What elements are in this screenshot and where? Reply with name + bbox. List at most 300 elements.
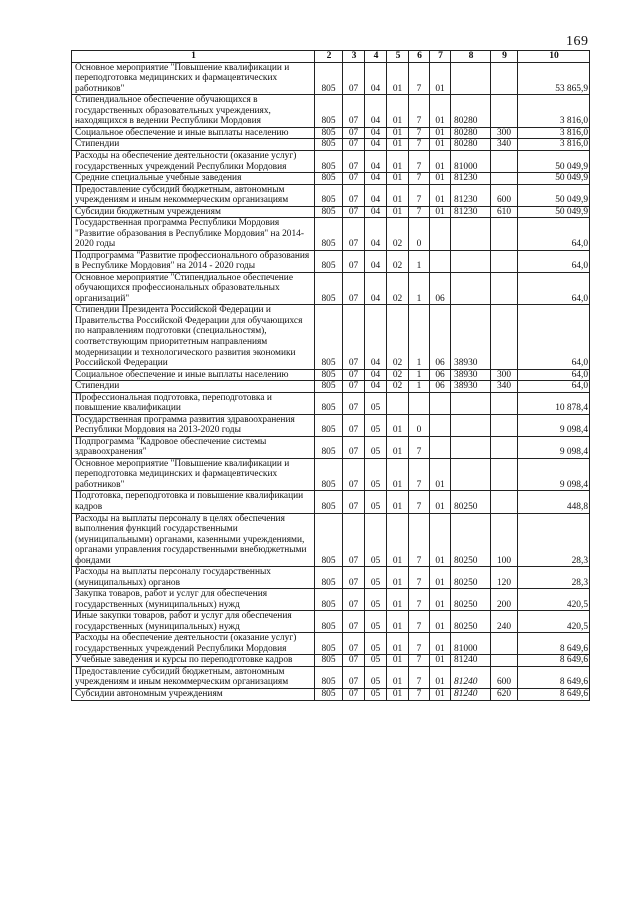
row-expense-type: 340 [491, 139, 518, 151]
row-subprogram: 0 [409, 414, 430, 436]
header-col-1: 1 [72, 51, 315, 63]
row-subprogram: 7 [409, 206, 430, 218]
row-expense-type: 300 [491, 369, 518, 381]
row-activity: 01 [430, 491, 451, 513]
row-subprogram: 7 [409, 150, 430, 172]
row-name: Расходы на обеспечение деятельности (оказание услуг) государственных учреждений Республики Мордовия [72, 633, 315, 655]
table-row [72, 655, 590, 667]
row-activity: 06 [430, 272, 451, 305]
table-row [72, 392, 590, 414]
row-subprogram: 7 [409, 513, 430, 567]
row-gov-code: 805 [315, 127, 343, 139]
row-subsection: 05 [365, 611, 387, 633]
header-col-7: 7 [430, 51, 451, 63]
row-activity: 01 [430, 655, 451, 667]
row-direction [451, 436, 491, 458]
row-direction: 38930 [451, 381, 491, 393]
row-subsection: 04 [365, 62, 387, 95]
row-program: 01 [387, 567, 409, 589]
row-program: 01 [387, 127, 409, 139]
row-subsection: 05 [365, 655, 387, 667]
row-subprogram [409, 392, 430, 414]
row-amount: 64,0 [518, 272, 590, 305]
header-col-10: 10 [518, 51, 590, 63]
row-gov-code: 805 [315, 150, 343, 172]
row-section: 07 [343, 392, 365, 414]
row-program: 01 [387, 611, 409, 633]
row-name: Основное мероприятие "Стипендиальное обеспечение обучающихся профессиональных образовательных организаций" [72, 272, 315, 305]
row-amount: 50 049,9 [518, 184, 590, 206]
row-subsection: 04 [365, 305, 387, 369]
row-program: 01 [387, 139, 409, 151]
row-gov-code: 805 [315, 392, 343, 414]
row-subprogram: 7 [409, 567, 430, 589]
row-section: 07 [343, 689, 365, 701]
table-row [72, 567, 590, 589]
row-amount: 9 098,4 [518, 436, 590, 458]
header-col-8: 8 [451, 51, 491, 63]
row-expense-type: 100 [491, 513, 518, 567]
row-program: 01 [387, 513, 409, 567]
table-row [72, 491, 590, 513]
header-col-4: 4 [365, 51, 387, 63]
row-section: 07 [343, 633, 365, 655]
row-direction: 81230 [451, 206, 491, 218]
row-activity: 01 [430, 173, 451, 185]
row-gov-code: 805 [315, 414, 343, 436]
row-gov-code: 805 [315, 95, 343, 128]
row-expense-type: 600 [491, 666, 518, 688]
row-section: 07 [343, 589, 365, 611]
row-subprogram: 7 [409, 173, 430, 185]
row-section: 07 [343, 206, 365, 218]
row-activity: 01 [430, 633, 451, 655]
row-subprogram: 7 [409, 184, 430, 206]
row-amount: 64,0 [518, 381, 590, 393]
row-direction: 80280 [451, 95, 491, 128]
table-row [72, 458, 590, 491]
row-gov-code: 805 [315, 589, 343, 611]
row-section: 07 [343, 369, 365, 381]
row-activity: 01 [430, 184, 451, 206]
row-subprogram: 1 [409, 272, 430, 305]
row-amount: 28,3 [518, 567, 590, 589]
row-name: Государственная программа развития здравоохранения Республики Мордовия на 2013-2020 годы [72, 414, 315, 436]
row-expense-type [491, 458, 518, 491]
table-row [72, 272, 590, 305]
table-row [72, 689, 590, 701]
row-activity: 01 [430, 62, 451, 95]
row-section: 07 [343, 173, 365, 185]
row-subsection: 04 [365, 272, 387, 305]
table-row [72, 62, 590, 95]
row-program: 01 [387, 206, 409, 218]
row-expense-type [491, 218, 518, 251]
row-amount: 420,5 [518, 611, 590, 633]
row-subsection: 05 [365, 633, 387, 655]
row-expense-type [491, 392, 518, 414]
row-activity: 06 [430, 381, 451, 393]
row-section: 07 [343, 666, 365, 688]
row-direction: 80250 [451, 611, 491, 633]
row-subprogram: 7 [409, 655, 430, 667]
row-direction [451, 250, 491, 272]
row-name: Субсидии автономным учреждениям [72, 689, 315, 701]
row-section: 07 [343, 272, 365, 305]
row-amount: 50 049,9 [518, 206, 590, 218]
row-name: Стипендии [72, 381, 315, 393]
table-row [72, 184, 590, 206]
row-subprogram: 7 [409, 62, 430, 95]
row-section: 07 [343, 567, 365, 589]
row-direction [451, 272, 491, 305]
row-direction: 38930 [451, 305, 491, 369]
row-direction: 81240 [451, 689, 491, 701]
row-name: Профессиональная подготовка, переподготовка и повышение квалификации [72, 392, 315, 414]
table-row [72, 95, 590, 128]
row-subprogram: 7 [409, 589, 430, 611]
row-program: 01 [387, 655, 409, 667]
row-subsection: 04 [365, 206, 387, 218]
row-name: Стипендии Президента Российской Федерации и Правительства Российской Федерации для обучающихся по направлениям подготовки (специальностям), соответствующим приоритетным направлениям модернизации и технологического развития экономики Российской Федерации [72, 305, 315, 369]
row-expense-type [491, 62, 518, 95]
header-col-3: 3 [343, 51, 365, 63]
row-section: 07 [343, 491, 365, 513]
row-direction: 81000 [451, 633, 491, 655]
row-gov-code: 805 [315, 173, 343, 185]
row-amount: 8 649,6 [518, 689, 590, 701]
row-amount: 8 649,6 [518, 633, 590, 655]
row-gov-code: 805 [315, 436, 343, 458]
table-row [72, 513, 590, 567]
row-subsection: 05 [365, 458, 387, 491]
row-subsection: 04 [365, 218, 387, 251]
table-row [72, 381, 590, 393]
row-activity: 01 [430, 666, 451, 688]
row-subprogram: 7 [409, 666, 430, 688]
table-row [72, 589, 590, 611]
row-direction: 80280 [451, 139, 491, 151]
row-section: 07 [343, 458, 365, 491]
row-section: 07 [343, 150, 365, 172]
row-direction [451, 392, 491, 414]
row-subsection: 05 [365, 513, 387, 567]
row-subsection: 05 [365, 666, 387, 688]
table-row [72, 250, 590, 272]
row-program: 02 [387, 250, 409, 272]
row-activity: 01 [430, 589, 451, 611]
row-subsection: 05 [365, 392, 387, 414]
row-amount: 3 816,0 [518, 95, 590, 128]
row-subsection: 04 [365, 381, 387, 393]
row-subsection: 04 [365, 250, 387, 272]
row-subprogram: 7 [409, 689, 430, 701]
table-row [72, 139, 590, 151]
row-program: 01 [387, 184, 409, 206]
row-subprogram: 1 [409, 381, 430, 393]
row-expense-type: 200 [491, 589, 518, 611]
header-col-9: 9 [491, 51, 518, 63]
row-expense-type: 600 [491, 184, 518, 206]
row-expense-type [491, 414, 518, 436]
row-direction: 81240 [451, 655, 491, 667]
row-amount: 28,3 [518, 513, 590, 567]
row-subsection: 04 [365, 184, 387, 206]
row-amount: 64,0 [518, 305, 590, 369]
row-subsection: 04 [365, 127, 387, 139]
row-program: 01 [387, 589, 409, 611]
row-section: 07 [343, 655, 365, 667]
row-name: Иные закупки товаров, работ и услуг для обеспечения государственных (муниципальных) нужд [72, 611, 315, 633]
row-subprogram: 7 [409, 95, 430, 128]
row-section: 07 [343, 127, 365, 139]
row-expense-type [491, 272, 518, 305]
row-name: Стипендии [72, 139, 315, 151]
row-expense-type [491, 95, 518, 128]
row-subprogram: 1 [409, 250, 430, 272]
row-amount: 3 816,0 [518, 139, 590, 151]
row-program: 01 [387, 62, 409, 95]
row-name: Основное мероприятие "Повышение квалификации и переподготовка медицинских и фармацевтических работников" [72, 458, 315, 491]
row-program: 01 [387, 666, 409, 688]
table-row [72, 369, 590, 381]
header-col-5: 5 [387, 51, 409, 63]
row-gov-code: 805 [315, 633, 343, 655]
row-expense-type [491, 633, 518, 655]
row-direction: 81000 [451, 150, 491, 172]
row-subprogram: 1 [409, 369, 430, 381]
row-activity: 01 [430, 689, 451, 701]
header-col-6: 6 [409, 51, 430, 63]
row-amount: 64,0 [518, 250, 590, 272]
row-subsection: 05 [365, 414, 387, 436]
row-amount: 3 816,0 [518, 127, 590, 139]
row-expense-type: 120 [491, 567, 518, 589]
row-subprogram: 7 [409, 139, 430, 151]
row-amount: 420,5 [518, 589, 590, 611]
row-direction [451, 458, 491, 491]
row-subprogram: 1 [409, 305, 430, 369]
row-activity [430, 414, 451, 436]
row-program: 02 [387, 305, 409, 369]
row-subprogram: 7 [409, 491, 430, 513]
row-section: 07 [343, 139, 365, 151]
row-section: 07 [343, 381, 365, 393]
row-activity: 01 [430, 611, 451, 633]
row-section: 07 [343, 218, 365, 251]
row-subsection: 05 [365, 589, 387, 611]
row-section: 07 [343, 62, 365, 95]
row-subprogram: 7 [409, 611, 430, 633]
row-direction [451, 414, 491, 436]
row-amount: 53 865,9 [518, 62, 590, 95]
row-gov-code: 805 [315, 655, 343, 667]
row-name: Предоставление субсидий бюджетным, автономным учреждениям и иным некоммерческим организациям [72, 666, 315, 688]
row-program: 01 [387, 491, 409, 513]
row-program: 01 [387, 458, 409, 491]
row-subprogram: 7 [409, 633, 430, 655]
row-activity: 01 [430, 95, 451, 128]
row-amount: 9 098,4 [518, 458, 590, 491]
row-name: Стипендиальное обеспечение обучающихся в государственных образовательных учреждениях, находящихся в ведении Республики Мордовия [72, 95, 315, 128]
row-section: 07 [343, 305, 365, 369]
row-subsection: 04 [365, 139, 387, 151]
row-gov-code: 805 [315, 272, 343, 305]
row-subsection: 04 [365, 95, 387, 128]
row-subsection: 05 [365, 689, 387, 701]
row-subsection: 04 [365, 369, 387, 381]
row-name: Предоставление субсидий бюджетным, автономным учреждениям и иным некоммерческим организациям [72, 184, 315, 206]
row-amount: 64,0 [518, 218, 590, 251]
row-activity: 01 [430, 458, 451, 491]
row-program: 02 [387, 272, 409, 305]
row-activity: 01 [430, 513, 451, 567]
row-expense-type [491, 250, 518, 272]
row-amount: 50 049,9 [518, 173, 590, 185]
row-direction: 81240 [451, 666, 491, 688]
row-activity [430, 436, 451, 458]
row-subsection: 05 [365, 491, 387, 513]
row-gov-code: 805 [315, 666, 343, 688]
row-program: 01 [387, 414, 409, 436]
row-expense-type [491, 305, 518, 369]
table-row [72, 173, 590, 185]
row-amount: 50 049,9 [518, 150, 590, 172]
row-subprogram: 7 [409, 458, 430, 491]
row-subsection: 05 [365, 436, 387, 458]
row-section: 07 [343, 184, 365, 206]
row-gov-code: 805 [315, 513, 343, 567]
row-amount: 64,0 [518, 369, 590, 381]
row-direction: 80250 [451, 513, 491, 567]
table-row [72, 436, 590, 458]
row-section: 07 [343, 436, 365, 458]
row-activity: 01 [430, 206, 451, 218]
row-expense-type: 240 [491, 611, 518, 633]
row-activity: 01 [430, 139, 451, 151]
row-section: 07 [343, 250, 365, 272]
row-activity: 06 [430, 305, 451, 369]
row-program: 01 [387, 173, 409, 185]
row-name: Расходы на обеспечение деятельности (оказание услуг) государственных учреждений Республики Мордовия [72, 150, 315, 172]
row-name: Подготовка, переподготовка и повышение квалификации кадров [72, 491, 315, 513]
row-name: Средние специальные учебные заведения [72, 173, 315, 185]
row-gov-code: 805 [315, 381, 343, 393]
row-gov-code: 805 [315, 218, 343, 251]
row-gov-code: 805 [315, 305, 343, 369]
row-expense-type [491, 436, 518, 458]
row-subsection: 04 [365, 150, 387, 172]
row-amount: 10 878,4 [518, 392, 590, 414]
row-name: Социальное обеспечение и иные выплаты населению [72, 369, 315, 381]
header-col-2: 2 [315, 51, 343, 63]
table-row [72, 633, 590, 655]
row-activity: 01 [430, 567, 451, 589]
row-expense-type: 340 [491, 381, 518, 393]
row-gov-code: 805 [315, 250, 343, 272]
row-program: 01 [387, 436, 409, 458]
row-name: Социальное обеспечение и иные выплаты населению [72, 127, 315, 139]
row-subsection: 04 [365, 173, 387, 185]
row-gov-code: 805 [315, 491, 343, 513]
row-direction: 38930 [451, 369, 491, 381]
row-direction: 80250 [451, 589, 491, 611]
row-gov-code: 805 [315, 184, 343, 206]
row-direction [451, 62, 491, 95]
row-program: 02 [387, 218, 409, 251]
row-subprogram: 7 [409, 436, 430, 458]
row-program: 01 [387, 95, 409, 128]
row-direction: 81230 [451, 184, 491, 206]
header-row [72, 51, 590, 63]
row-gov-code: 805 [315, 458, 343, 491]
row-amount: 9 098,4 [518, 414, 590, 436]
row-name: Субсидии бюджетным учреждениям [72, 206, 315, 218]
row-name: Государственная программа Республики Мордовия "Развитие образования в Республике Мордовия" на 2014-2020 годы [72, 218, 315, 251]
row-expense-type [491, 173, 518, 185]
table-row [72, 666, 590, 688]
row-gov-code: 805 [315, 567, 343, 589]
row-amount: 8 649,6 [518, 655, 590, 667]
row-gov-code: 805 [315, 139, 343, 151]
row-gov-code: 805 [315, 62, 343, 95]
page-number: 169 [566, 34, 589, 49]
row-expense-type [491, 491, 518, 513]
row-direction [451, 218, 491, 251]
row-gov-code: 805 [315, 206, 343, 218]
row-name: Подпрограмма "Кадровое обеспечение системы здравоохранения" [72, 436, 315, 458]
table-row [72, 218, 590, 251]
row-name: Подпрограмма "Развитие профессионального образования в Республике Мордовия" на 2014 - 2020 годы [72, 250, 315, 272]
budget-table [71, 50, 590, 701]
row-expense-type: 300 [491, 127, 518, 139]
row-subsection: 05 [365, 567, 387, 589]
row-program: 01 [387, 633, 409, 655]
row-direction: 80250 [451, 491, 491, 513]
row-section: 07 [343, 95, 365, 128]
row-activity [430, 250, 451, 272]
table-row [72, 206, 590, 218]
row-expense-type [491, 655, 518, 667]
row-expense-type: 610 [491, 206, 518, 218]
table-row [72, 127, 590, 139]
budget-table-body [72, 62, 590, 700]
row-activity [430, 392, 451, 414]
row-name: Основное мероприятие "Повышение квалификации и переподготовка медицинских и фармацевтических работников" [72, 62, 315, 95]
row-name: Расходы на выплаты персоналу в целях обеспечения выполнения функций государственными (муниципальными) органами, казенными учреждениями, органами управления государственными внебюджетными фондами [72, 513, 315, 567]
row-activity [430, 218, 451, 251]
row-direction: 81230 [451, 173, 491, 185]
row-amount: 448,8 [518, 491, 590, 513]
row-direction: 80250 [451, 567, 491, 589]
row-amount: 8 649,6 [518, 666, 590, 688]
row-activity: 01 [430, 127, 451, 139]
row-program: 01 [387, 150, 409, 172]
row-subprogram: 7 [409, 127, 430, 139]
table-row [72, 150, 590, 172]
row-program: 02 [387, 369, 409, 381]
table-row [72, 611, 590, 633]
row-gov-code: 805 [315, 689, 343, 701]
row-section: 07 [343, 513, 365, 567]
row-activity: 01 [430, 150, 451, 172]
row-activity: 06 [430, 369, 451, 381]
row-name: Расходы на выплаты персоналу государственных (муниципальных) органов [72, 567, 315, 589]
row-expense-type: 620 [491, 689, 518, 701]
row-subprogram: 0 [409, 218, 430, 251]
row-name: Закупка товаров, работ и услуг для обеспечения государственных (муниципальных) нужд [72, 589, 315, 611]
row-direction: 80280 [451, 127, 491, 139]
